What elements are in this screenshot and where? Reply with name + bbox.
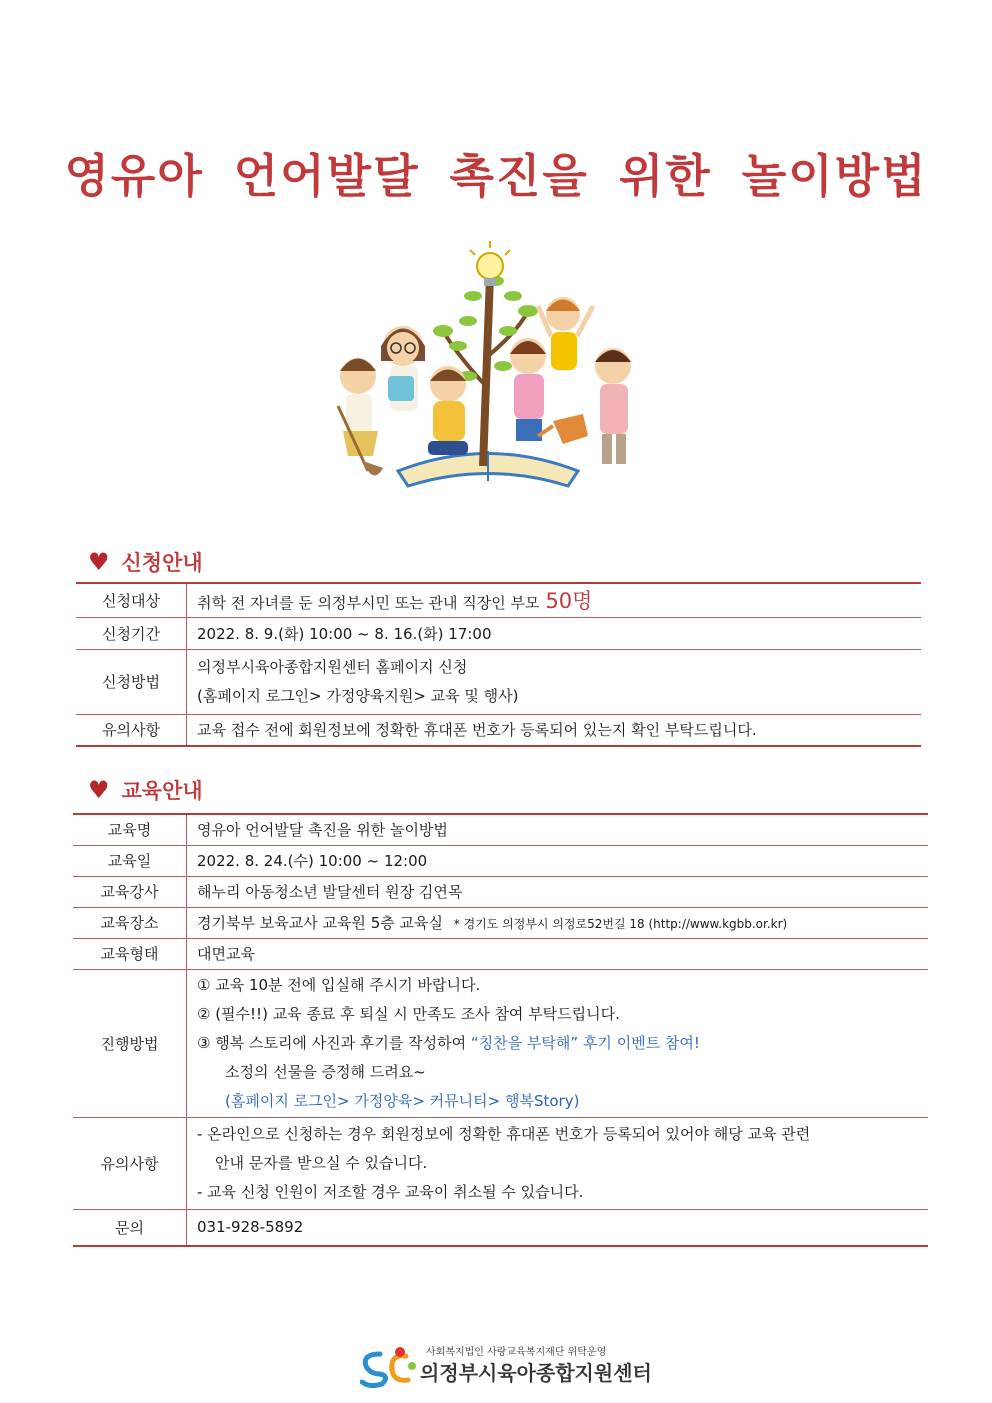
target-text: 취학 전 자녀를 둔 의정부시민 또는 관내 직장인 부모	[197, 594, 540, 613]
row-label: 교육강사	[73, 876, 187, 907]
row-label: 신청대상	[76, 583, 187, 617]
application-table	[76, 582, 921, 747]
table-row	[73, 907, 928, 938]
heart-icon: ♥	[88, 776, 110, 804]
row-value	[187, 1117, 929, 1209]
row-label: 신청기간	[76, 617, 187, 649]
table-row	[73, 969, 928, 1117]
education-section-heading	[88, 775, 203, 805]
note-line-1: - 온라인으로 신청하는 경우 회원정보에 정확한 휴대폰 번호가 등록되어 있어야 해당 교육 관련	[197, 1124, 811, 1143]
table-row	[76, 714, 921, 746]
process-item-1: ① 교육 10분 전에 입실해 주시기 바랍니다.	[197, 975, 481, 994]
row-value	[187, 649, 922, 714]
application-section-heading	[88, 547, 203, 577]
row-value: 2022. 8. 9.(화) 10:00 ~ 8. 16.(화) 17:00	[187, 617, 922, 649]
capacity-highlight: 50명	[545, 589, 593, 614]
row-value: 해누리 아동청소년 발달센터 원장 김연목	[187, 876, 929, 907]
table-row	[73, 845, 928, 876]
table-row	[73, 876, 928, 907]
row-label: 신청방법	[76, 649, 187, 714]
row-label: 교육장소	[73, 907, 187, 938]
page-title: 영유아 언어발달 촉진을 위한 놀이방법	[64, 149, 928, 203]
process-item-3	[197, 1029, 918, 1058]
table-row	[76, 617, 921, 649]
org-name: 의정부시육아종합지원센터	[420, 1361, 652, 1385]
row-value	[187, 969, 929, 1117]
process-item-3-text: ③ 행복 스토리에 사진과 후기를 작성하여	[197, 1033, 467, 1052]
table-row	[76, 649, 921, 714]
table-row	[76, 583, 921, 617]
note-line-2: 안내 문자를 받으실 수 있습니다.	[215, 1153, 428, 1172]
heart-icon: ♥	[88, 548, 110, 576]
row-label: 교육형태	[73, 938, 187, 969]
row-value	[187, 907, 929, 938]
row-label: 교육명	[73, 814, 187, 845]
row-label: 유의사항	[73, 1117, 187, 1209]
review-event-text: “칭찬을 부탁해” 후기 이벤트 참여!	[470, 1033, 700, 1052]
note-line-3: - 교육 신청 인원이 저조할 경우 교육이 취소될 수 있습니다.	[197, 1182, 584, 1201]
center-logo-icon	[360, 1344, 418, 1388]
venue-text: 경기북부 보육교사 교육원 5층 교육실	[197, 914, 443, 932]
contact-phone[interactable]: 031-928-5892	[187, 1209, 929, 1246]
table-row	[73, 814, 928, 845]
method-path-line: (홈페이지 로그인> 가정양육지원> 교육 및 행사)	[197, 686, 519, 705]
education-heading-text: 교육안내	[121, 779, 203, 803]
footer-logo	[360, 1340, 660, 1390]
method-line: 의정부시육아종합지원센터 홈페이지 신청	[197, 657, 468, 676]
table-row	[73, 1117, 928, 1209]
row-value: 2022. 8. 24.(수) 10:00 ~ 12:00	[187, 845, 929, 876]
education-table	[73, 813, 928, 1247]
table-row	[73, 1209, 928, 1246]
row-value: 영유아 언어발달 촉진을 위한 놀이방법	[187, 814, 929, 845]
process-item-2: ② (필수!!) 교육 종료 후 퇴실 시 만족도 조사 참여 부탁드립니다.	[197, 1004, 620, 1023]
row-value: 대면교육	[187, 938, 929, 969]
application-heading-text: 신청안내	[121, 551, 203, 575]
children-planting-tree-illustration	[318, 236, 658, 496]
row-label: 교육일	[73, 845, 187, 876]
row-label: 문의	[73, 1209, 187, 1246]
row-label: 진행방법	[73, 969, 187, 1117]
row-value	[187, 583, 922, 617]
operator-text: 사회복지법인 사랑교육복지재단 위탁운영	[426, 1347, 607, 1358]
venue-address-note: * 경기도 의정부시 의정로52번길 18 (http://www.kgbb.or.kr)	[453, 917, 788, 931]
row-value: 교육 접수 전에 회원정보에 정확한 휴대폰 번호가 등록되어 있는지 확인 부탁드립니다.	[187, 714, 922, 746]
gift-text: 소정의 선물을 증정해 드려요~	[225, 1062, 426, 1081]
table-row	[73, 938, 928, 969]
row-label: 유의사항	[76, 714, 187, 746]
story-path-text: (홈페이지 로그인> 가정양육> 커뮤니티> 행복Story)	[225, 1091, 580, 1110]
